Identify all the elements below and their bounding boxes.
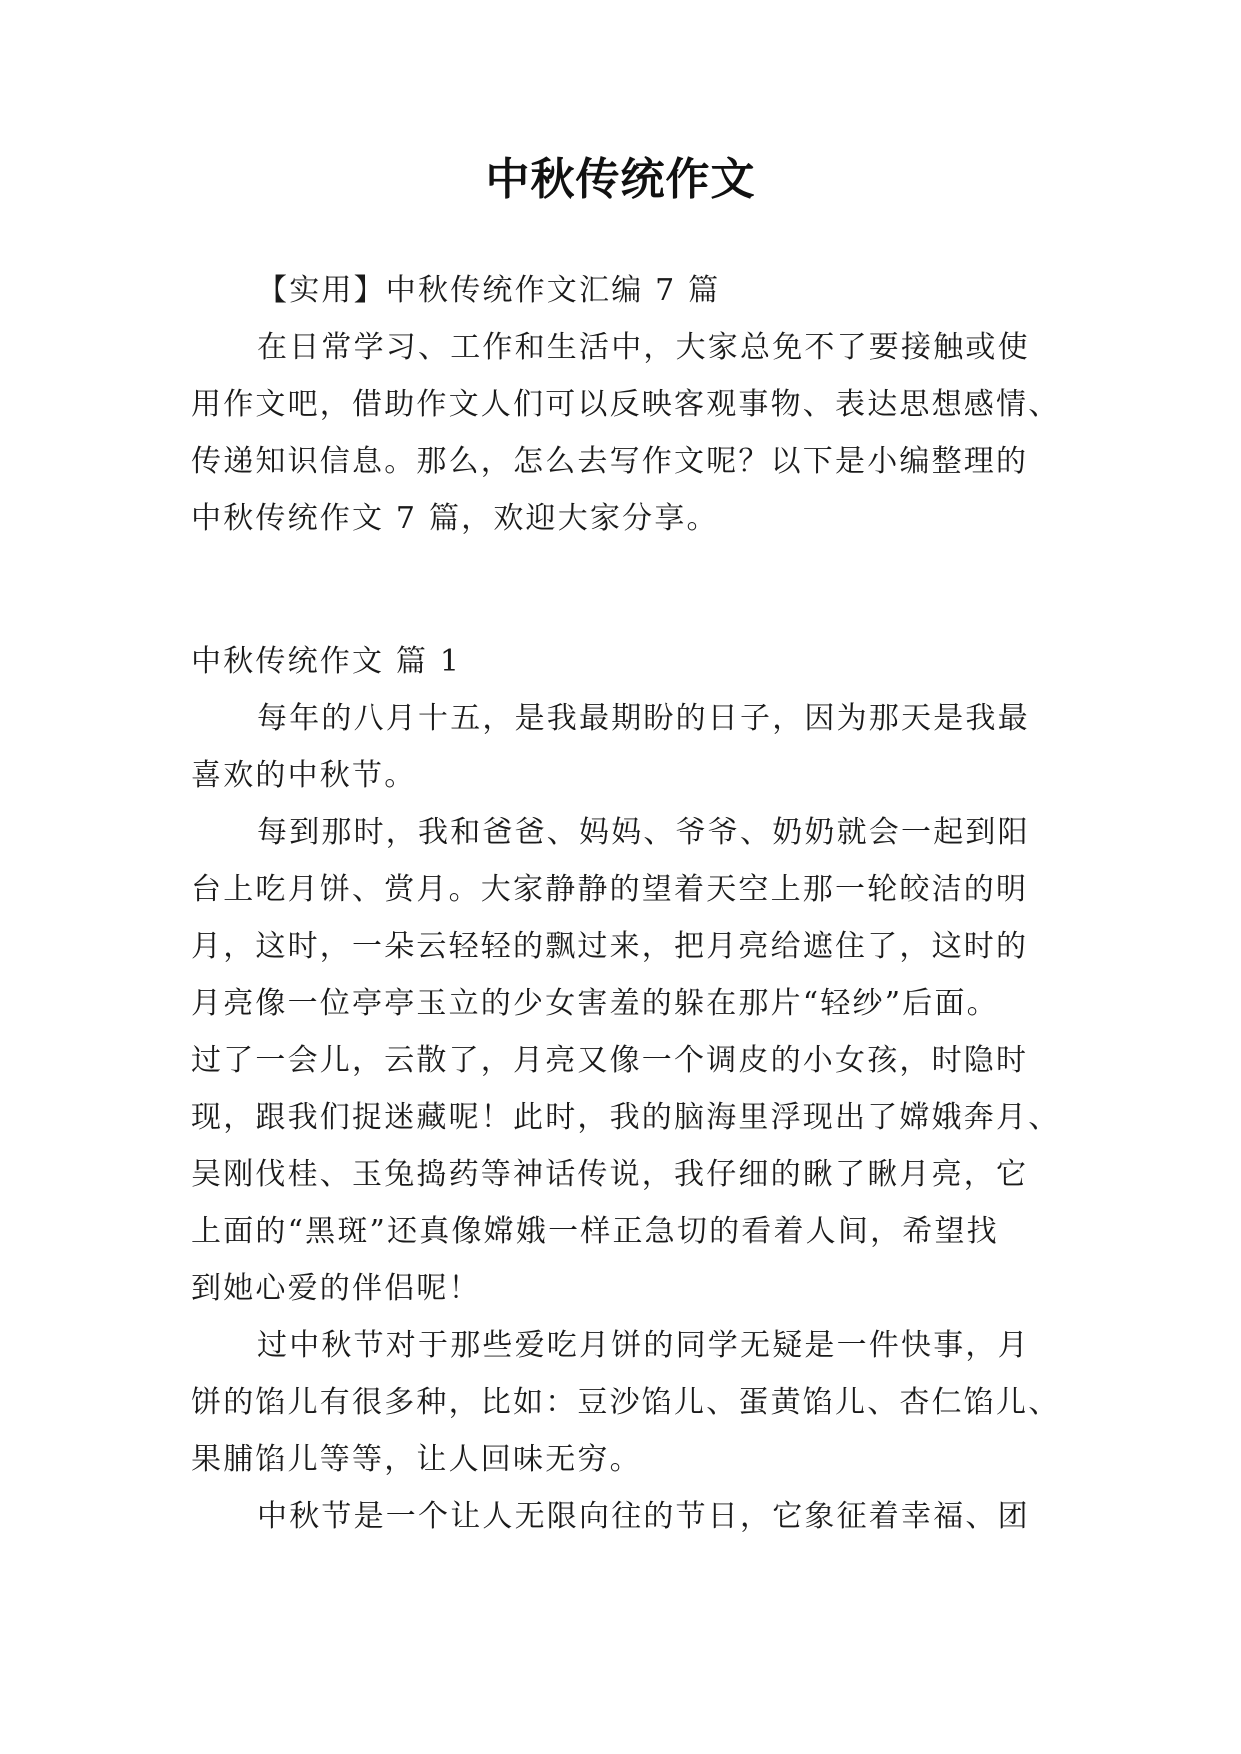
paragraph-line: 果脯馅儿等等，让人回味无穷。 [191,1442,642,1477]
paragraph-line: 月亮像一位亭亭玉立的少女害羞的躲在那片“轻纱”后面。 [191,986,999,1021]
intro-line: 在日常学习、工作和生活中，大家总免不了要接触或使 [257,330,1030,365]
paragraph-line: 每到那时，我和爸爸、妈妈、爷爷、奶奶就会一起到阳 [257,815,1030,850]
paragraph-line: 月，这时，一朵云轻轻的飘过来，把月亮给遮住了，这时的 [191,929,1029,964]
paragraph-line: 过中秋节对于那些爱吃月饼的同学无疑是一件快事，月 [257,1328,1030,1363]
paragraph-line: 喜欢的中秋节。 [191,758,417,793]
article-section [191,633,1061,1545]
paragraph-line: 上面的“黑斑”还真像嫦娥一样正急切的看着人间，希望找 [191,1214,999,1249]
paragraph-line: 现，跟我们捉迷藏呢！此时，我的脑海里浮现出了嫦娥奔月、 [191,1100,1061,1135]
intro-line: 传递知识信息。那么，怎么去写作文呢？以下是小编整理的 [191,444,1029,479]
document-title: 中秋传统作文 [485,154,756,205]
intro-line: 中秋传统作文 7 篇，欢迎大家分享。 [191,501,719,536]
paragraph-line: 饼的馅儿有很多种，比如：豆沙馅儿、蛋黄馅儿、杏仁馅儿、 [191,1385,1061,1420]
article-heading: 中秋传统作文 篇 1 [191,644,462,679]
paragraph-line: 台上吃月饼、赏月。大家静静的望着天空上那一轮皎洁的明 [191,872,1029,907]
intro-section [191,262,1061,547]
intro-line: 用作文吧，借助作文人们可以反映客观事物、表达思想感情、 [191,387,1061,422]
paragraph-line: 每年的八月十五，是我最期盼的日子，因为那天是我最 [257,701,1030,736]
paragraph-line: 中秋节是一个让人无限向往的节日，它象征着幸福、团 [257,1499,1030,1534]
paragraph-line: 到她心爱的伴侣呢！ [191,1271,481,1306]
intro-subtitle: 【实用】中秋传统作文汇编 7 篇 [257,273,721,308]
paragraph-line: 吴刚伐桂、玉兔捣药等神话传说，我仔细的瞅了瞅月亮，它 [191,1157,1029,1192]
paragraph-line: 过了一会儿，云散了，月亮又像一个调皮的小女孩，时隐时 [191,1043,1029,1078]
